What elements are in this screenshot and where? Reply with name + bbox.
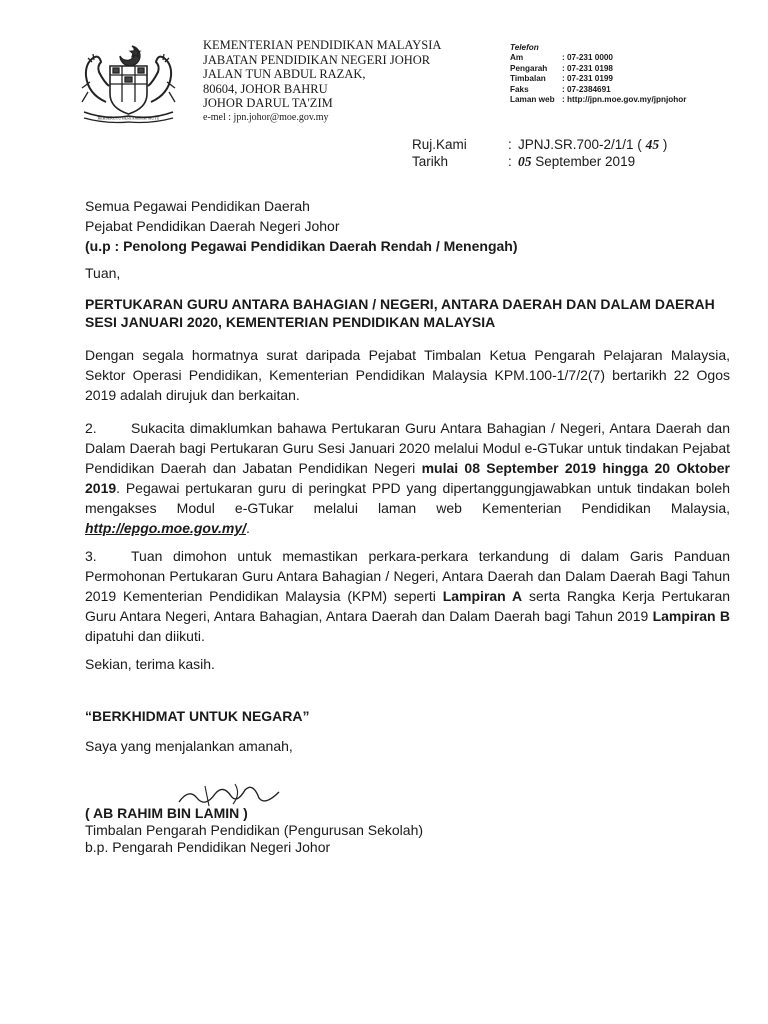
agency-state: JOHOR DARUL TA'ZIM [203,96,333,111]
reference-handwritten-number: 45 [645,137,660,152]
date-month-year: September 2019 [535,153,636,169]
contact-value: : 07-231 0198 [562,63,613,73]
coat-of-arms-emblem [66,42,191,124]
paragraph-3 [85,546,730,646]
paragraph-number: 2. [85,420,97,436]
date-handwritten-day: 05 [518,153,532,169]
agency-email: e-mel : jpn.johor@moe.gov.my [203,111,329,123]
paragraph-1: Dengan segala hormatnya surat daripada Pejabat Timbalan Ketua Pengarah Pelajaran Malaysia, Sektor Operasi Pendidikan, Kementerian Pendidikan Malaysia KPM.100-1/7/2(7) bertarikh 22 Ogos 2019 adalah dirujuk dan berkaitan. [85,347,730,403]
application-period: mulai 08 September 2019 hingga 20 Oktober 2019 [85,460,731,496]
recipient-block [85,196,518,256]
date-row [412,154,667,171]
egtukar-portal-link[interactable]: http://epgo.moe.gov.my/ [85,520,247,536]
paragraph-2 [85,418,730,538]
contact-row [510,85,686,95]
reference-block [412,137,667,170]
paragraph-number: 3. [85,548,97,564]
letter-date [518,154,635,171]
contact-value: : 07-2384691 [562,84,611,94]
closing-line: Sekian, terima kasih. [85,656,215,672]
signature-intro: Saya yang menjalankan amanah, [85,738,293,754]
recipient-attention: (u.p : Penolong Pegawai Pendidikan Daerah Rendah / Menengah) [85,238,518,254]
signer-on-behalf: b.p. Pengarah Pendidikan Negeri Johor [85,839,331,855]
reference-number [518,137,667,154]
contact-row [510,64,686,74]
contact-row [510,53,686,63]
reference-row [412,137,667,154]
agency-department: JABATAN PENDIDIKAN NEGERI JOHOR [203,52,431,67]
letter-subject: PERTUKARAN GURU ANTARA BAHAGIAN / NEGERI, ANTARA DAERAH DAN DALAM DAERAH SESI JANUARI 2020, KEMENTERIAN PENDIDIKAN MALAYSIA [85,296,715,330]
agency-street: JALAN TUN ABDUL RAZAK, [203,67,366,82]
salutation: Tuan, [85,265,121,281]
paragraph-text: . [246,520,250,536]
paragraph-text: serta Rangka Kerja Pertukaran Guru Antara Negeri, Antara Bahagian, Antara Daerah dan Dalam Daerah bagi Tahun 2019 [85,588,731,624]
date-label: Tarikh [412,153,449,169]
paragraph-text: dipatuhi dan diikuti. [85,628,205,644]
contact-label: Am [510,53,524,63]
recipient-line: Pejabat Pendidikan Daerah Negeri Johor [85,218,340,234]
agency-ministry: KEMENTERIAN PENDIDIKAN MALAYSIA [203,38,442,52]
paragraph-text: Tuan dimohon untuk memastikan perkara-perkara terkandung di dalam Garis Panduan Permohonan Pertukaran Guru Antara Bahagian / Negeri, Antara Daerah dan Dalam Daerah Bagi Tahun 2019 Kementerian Pendidikan Malaysia (KPM) seperti [85,548,730,604]
signer-name: ( AB RAHIM BIN LAMIN ) [85,805,248,821]
agency-postcode-city: 80604, JOHOR BAHRU [203,81,328,96]
contact-block [510,43,686,105]
attachment-a-ref: Lampiran A [442,588,523,604]
contact-value: : 07-231 0000 [562,53,613,63]
crest-motto-text: BERSEKUTU BERTAMBAH MUTU [97,115,160,121]
reference-suffix: ) [662,137,668,152]
contact-label: Faks [510,84,529,94]
signer-title: Timbalan Pengarah Pendidikan (Pengurusan Sekolah) [85,822,424,838]
contact-row [510,95,686,105]
contact-label: Pengarah [510,63,548,73]
paragraph-text: . Pegawai pertukaran guru di peringkat PPD yang dipertanggungjawabkan untuk tindakan boleh mengakses Modul e-GTukar melalui laman web Kementerian Pendidikan Malaysia, [85,480,730,516]
recipient-line: Semua Pegawai Pendidikan Daerah [85,198,310,214]
agency-address [203,38,441,126]
attachment-b-ref: Lampiran B [652,608,731,624]
paragraph-text: Sukacita dimaklumkan bahawa Pertukaran Guru Antara Bahagian / Negeri, Antara Daerah dan Dalam Daerah bagi Pertukaran Guru Sesi Januari 2020 melalui Modul e-GTukar untuk tindakan Pejabat Pendidikan Daerah dan Jabatan Pendidikan Negeri [85,420,730,476]
signer-block [85,805,423,856]
reference-colon: : [508,137,512,152]
contact-website: : http://jpn.moe.gov.my/jpnjohor [562,95,687,105]
contact-label: Timbalan [510,74,546,84]
contact-heading: Telefon [510,43,539,52]
motto: “BERKHIDMAT UNTUK NEGARA” [85,708,310,724]
date-colon: : [508,153,512,169]
contact-value: : 07-231 0199 [562,74,613,84]
contact-row [510,74,686,84]
reference-prefix: JPNJ.SR.700-2/1/1 ( [518,137,642,152]
reference-label: Ruj.Kami [412,137,467,152]
contact-label: Laman web [510,95,555,105]
